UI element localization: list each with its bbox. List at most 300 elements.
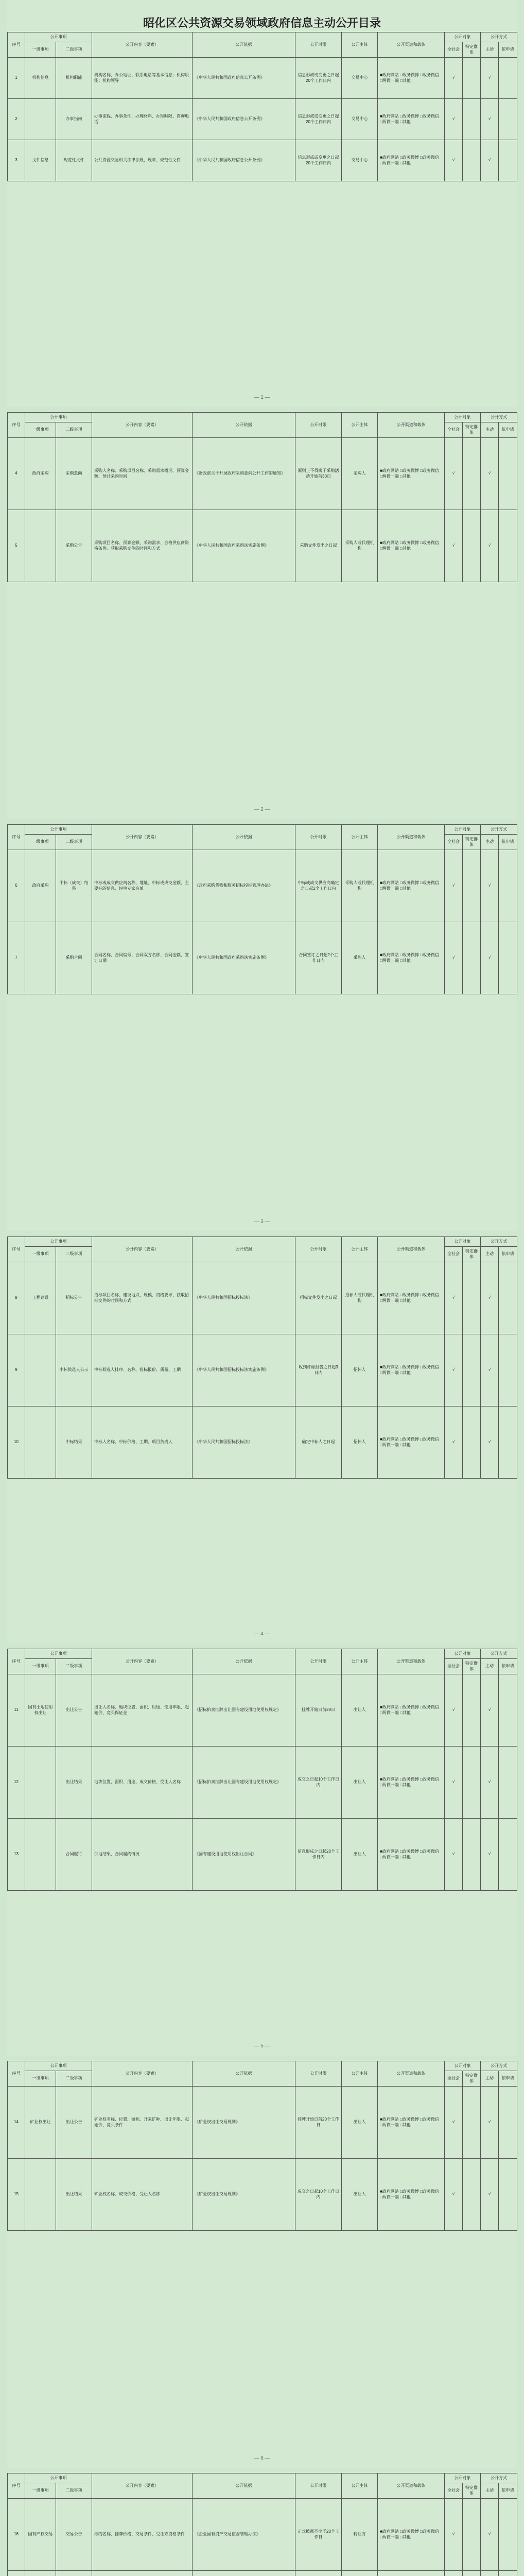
- row-active-mark: √: [481, 98, 499, 140]
- row-subject: 采购人或代理机构: [342, 510, 378, 582]
- row-active-mark: √: [481, 510, 499, 582]
- header-active: 主动: [481, 834, 499, 850]
- row-request: [499, 437, 517, 510]
- row-level1: 工程建设: [25, 1262, 56, 1334]
- catalog-table: [7, 1649, 517, 1891]
- header-level1: 一级事项: [25, 42, 56, 57]
- page-number: — 6 —: [254, 2455, 270, 2461]
- row-channel: ■政府网站 □政务微博 □政务微信 □两微一端 □其他: [378, 140, 445, 181]
- row-active-mark: √: [481, 922, 499, 994]
- header-channel: 公开渠道和载体: [378, 2473, 445, 2499]
- header-object: 公开对象: [445, 413, 481, 422]
- header-content: 公开内容（要素）: [92, 1649, 193, 1674]
- row-channel: ■政府网站 □政务微博 □政务微信 □两微一端 □其他: [378, 2086, 445, 2158]
- row-level2: 出让结果: [56, 2158, 92, 2230]
- row-request: [499, 1674, 517, 1746]
- row-specific: [463, 1674, 481, 1746]
- header-seq: 序号: [8, 825, 25, 850]
- page-2: [7, 412, 517, 819]
- row-active-mark: √: [481, 2498, 499, 2570]
- header-active: 主动: [481, 2071, 499, 2086]
- header-level1: 一级事项: [25, 1246, 56, 1262]
- row-specific: [463, 57, 481, 98]
- row-all-mark: √: [445, 850, 463, 922]
- header-level2: 二级事项: [56, 2071, 92, 2086]
- row-level2: 合同履行: [56, 1818, 92, 1890]
- header-item: 公开事项: [25, 2061, 92, 2071]
- row-seq: 8: [8, 1262, 25, 1334]
- row-level1: [25, 2570, 56, 2576]
- header-method: 公开方式: [481, 413, 517, 422]
- row-level2: 出让结果: [56, 1746, 92, 1818]
- header-row: [8, 1237, 517, 1247]
- row-level1: 矿业权出让: [25, 2086, 56, 2158]
- header-seq: 序号: [8, 2473, 25, 2499]
- row-content: 出让人名称、地块位置、面积、用途、使用年限、起始价、竞买保证金: [92, 1674, 193, 1746]
- row-request: [499, 57, 517, 98]
- row-level1: 机构信息: [25, 57, 56, 98]
- table-row: [8, 850, 517, 922]
- header-level1: 一级事项: [25, 834, 56, 850]
- row-request: [499, 510, 517, 582]
- row-basis: 《中华人民共和国招标投标法》: [193, 1406, 295, 1478]
- table-row: [8, 1262, 517, 1334]
- row-all-mark: √: [445, 1818, 463, 1890]
- row-level1: [25, 2158, 56, 2230]
- row-active-mark: √: [481, 437, 499, 510]
- row-time: 信息形成或变更之日起20个工作日内: [295, 57, 342, 98]
- header-request: 依申请: [499, 2483, 517, 2498]
- row-all-mark: [445, 2570, 463, 2576]
- header-request: 依申请: [499, 42, 517, 57]
- row-time: 采购文件发出之日起: [295, 510, 342, 582]
- header-basis: 公开依据: [193, 2473, 295, 2499]
- row-time: 成交之日起10个工作日内: [295, 2158, 342, 2230]
- row-seq: 2: [8, 98, 25, 140]
- row-active-mark: √: [481, 1746, 499, 1818]
- header-object: 公开对象: [445, 2061, 481, 2071]
- page-1: [7, 0, 517, 407]
- page-number: — 1 —: [254, 395, 270, 400]
- table-row: [8, 1334, 517, 1406]
- row-content: 采购项目名称、预算金额、采购需求、合格供应商资格条件、获取采购文件的时间和方式: [92, 510, 193, 582]
- row-content: 采购人名称、采购项目名称、采购需求概况、预算金额、预计采购时间: [92, 437, 193, 510]
- row-level2: 中标结果: [56, 1406, 92, 1478]
- row-basis: 《矿业权出让交易规则》: [193, 2086, 295, 2158]
- row-request: [499, 850, 517, 922]
- row-level1: [25, 1746, 56, 1818]
- row-request: [499, 140, 517, 181]
- catalog-table: [7, 824, 517, 994]
- row-basis: 《中华人民共和国政府信息公开条例》: [193, 98, 295, 140]
- row-seq: 6: [8, 850, 25, 922]
- row-basis: 《财政部关于开展政府采购意向公开工作的通知》: [193, 437, 295, 510]
- header-method: 公开方式: [481, 2473, 517, 2483]
- catalog-table: [7, 1236, 517, 1479]
- row-active-mark: √: [481, 1406, 499, 1478]
- page-6: [7, 2061, 517, 2468]
- header-content: 公开内容（要素）: [92, 825, 193, 850]
- row-subject: 采购人: [342, 437, 378, 510]
- header-level1: 一级事项: [25, 2071, 56, 2086]
- table-row: [8, 1674, 517, 1746]
- row-subject: 出让人: [342, 1746, 378, 1818]
- header-request: 依申请: [499, 1246, 517, 1262]
- header-seq: 序号: [8, 413, 25, 438]
- header-request: 依申请: [499, 2071, 517, 2086]
- row-level2: 出让公告: [56, 1674, 92, 1746]
- row-active-mark: √: [481, 850, 499, 922]
- row-basis: 《招标拍卖挂牌出让国有建设用地使用权规定》: [193, 1674, 295, 1746]
- table-row: [8, 2158, 517, 2230]
- header-basis: 公开依据: [193, 1649, 295, 1674]
- row-subject: 招标人: [342, 1406, 378, 1478]
- row-content: 招标项目名称、建设地点、规模、资格要求、获取招标文件的时间和方式: [92, 1262, 193, 1334]
- row-channel: ■政府网站 □政务微博 □政务微信 □两微一端 □其他: [378, 850, 445, 922]
- row-seq: 10: [8, 1406, 25, 1478]
- header-item: 公开事项: [25, 1649, 92, 1659]
- header-row: [8, 825, 517, 835]
- row-specific: [463, 2086, 481, 2158]
- header-level2: 二级事项: [56, 42, 92, 57]
- row-time: 正式披露不少于20个工作日: [295, 2498, 342, 2570]
- header-method: 公开方式: [481, 2061, 517, 2071]
- row-basis: 《中华人民共和国政府采购法实施条例》: [193, 922, 295, 994]
- row-all-mark: √: [445, 1674, 463, 1746]
- row-active-mark: [481, 2570, 499, 2576]
- row-basis: 《中华人民共和国政府信息公开条例》: [193, 57, 295, 98]
- row-seq: 13: [8, 1818, 25, 1890]
- page-number: — 5 —: [254, 2043, 270, 2049]
- row-channel: ■政府网站 □政务微博 □政务微信 □两微一端 □其他: [378, 437, 445, 510]
- row-subject: [342, 2570, 378, 2576]
- row-subject: 出让人: [342, 1818, 378, 1890]
- header-seq: 序号: [8, 1237, 25, 1262]
- row-channel: ■政府网站 □政务微博 □政务微信 □两微一端 □其他: [378, 510, 445, 582]
- row-basis: 《国有建设用地使用权出让合同》: [193, 1818, 295, 1890]
- row-all-mark: √: [445, 1406, 463, 1478]
- table-row: [8, 140, 517, 181]
- header-row: [8, 413, 517, 422]
- row-time: 信息形成或变更之日起20个工作日内: [295, 140, 342, 181]
- row-subject: 交易中心: [342, 140, 378, 181]
- header-all: 全社会: [445, 1246, 463, 1262]
- row-seq: 15: [8, 2158, 25, 2230]
- row-basis: 《矿业权出让交易规则》: [193, 2158, 295, 2230]
- header-row: [8, 1649, 517, 1659]
- row-time: [295, 2570, 342, 2576]
- row-content: 合同名称、合同编号、合同双方名称、合同金额、签订日期: [92, 922, 193, 994]
- row-time: 中标或成交供应商确定之日起2个工作日内: [295, 850, 342, 922]
- row-subject: 转让方: [342, 2498, 378, 2570]
- row-all-mark: √: [445, 98, 463, 140]
- row-basis: [193, 2570, 295, 2576]
- row-time: 挂牌开始日前20个工作日: [295, 2086, 342, 2158]
- row-content: 办事流程、办事条件、办理材料、办理时限、咨询电话: [92, 98, 193, 140]
- row-specific: [463, 850, 481, 922]
- header-subject: 公开主体: [342, 413, 378, 438]
- page-3: [7, 824, 517, 1231]
- row-basis: 《政府采购货物和服务招标投标管理办法》: [193, 850, 295, 922]
- row-time: 招标文件发出之日起: [295, 1262, 342, 1334]
- row-basis: 《中华人民共和国招标投标法实施条例》: [193, 1334, 295, 1406]
- header-specific: 特定群体: [463, 1658, 481, 1674]
- row-subject: 采购人: [342, 922, 378, 994]
- header-time: 公开时限: [295, 2061, 342, 2087]
- row-level2: 规范性文件: [56, 140, 92, 181]
- table-row: [8, 1818, 517, 1890]
- header-content: 公开内容（要素）: [92, 1237, 193, 1262]
- row-content: 地块位置、面积、用途、成交价格、受让人名称: [92, 1746, 193, 1818]
- row-level2: 采购意向: [56, 437, 92, 510]
- header-basis: 公开依据: [193, 1237, 295, 1262]
- row-specific: [463, 922, 481, 994]
- header-time: 公开时限: [295, 2473, 342, 2499]
- header-method: 公开方式: [481, 32, 517, 42]
- row-channel: ■政府网站 □政务微博 □政务微信 □两微一端 □其他: [378, 2158, 445, 2230]
- row-seq: 4: [8, 437, 25, 510]
- row-all-mark: √: [445, 140, 463, 181]
- page-number: — 3 —: [254, 1219, 270, 1225]
- header-seq: 序号: [8, 2061, 25, 2087]
- header-item: 公开事项: [25, 2473, 92, 2483]
- header-subject: 公开主体: [342, 825, 378, 850]
- row-request: [499, 2158, 517, 2230]
- row-all-mark: √: [445, 2498, 463, 2570]
- row-request: [499, 922, 517, 994]
- row-request: [499, 1746, 517, 1818]
- row-basis: 《中华人民共和国政府采购法实施条例》: [193, 510, 295, 582]
- table-row: [8, 2498, 517, 2570]
- header-specific: 特定群体: [463, 2071, 481, 2086]
- header-basis: 公开依据: [193, 825, 295, 850]
- row-seq: 5: [8, 510, 25, 582]
- row-channel: ■政府网站 □政务微博 □政务微信 □两微一端 □其他: [378, 1406, 445, 1478]
- row-active-mark: √: [481, 1262, 499, 1334]
- row-content: 中标候选人排序、名称、投标报价、质量、工期: [92, 1334, 193, 1406]
- row-specific: [463, 1746, 481, 1818]
- row-content: 中标人名称、中标价格、工期、项目负责人: [92, 1406, 193, 1478]
- row-basis: 《中华人民共和国政府信息公开条例》: [193, 140, 295, 181]
- header-channel: 公开渠道和载体: [378, 1649, 445, 1674]
- header-request: 依申请: [499, 422, 517, 437]
- header-object: 公开对象: [445, 1649, 481, 1659]
- header-time: 公开时限: [295, 825, 342, 850]
- row-level2: 交易公告: [56, 2498, 92, 2570]
- header-basis: 公开依据: [193, 413, 295, 438]
- header-level2: 二级事项: [56, 834, 92, 850]
- row-all-mark: √: [445, 510, 463, 582]
- header-all: 全社会: [445, 422, 463, 437]
- row-channel: [378, 2570, 445, 2576]
- header-level2: 二级事项: [56, 422, 92, 437]
- catalog-table: [7, 2473, 517, 2576]
- row-subject: 出让人: [342, 2158, 378, 2230]
- row-all-mark: √: [445, 1334, 463, 1406]
- header-item: 公开事项: [25, 32, 92, 42]
- row-basis: 《中华人民共和国招标投标法》: [193, 1262, 295, 1334]
- row-seq: 3: [8, 140, 25, 181]
- row-specific: [463, 2158, 481, 2230]
- page-4: [7, 1236, 517, 1643]
- header-level1: 一级事项: [25, 422, 56, 437]
- table-row: [8, 922, 517, 994]
- header-subject: 公开主体: [342, 2061, 378, 2087]
- header-row: [8, 2061, 517, 2071]
- row-time: 信息形成之日起20个工作日内: [295, 1818, 342, 1890]
- row-active-mark: √: [481, 57, 499, 98]
- row-level2: 招标公告: [56, 1262, 92, 1334]
- catalog-table: [7, 412, 517, 582]
- header-seq: 序号: [8, 32, 25, 58]
- row-all-mark: √: [445, 57, 463, 98]
- table-row: [8, 1406, 517, 1478]
- header-specific: 特定群体: [463, 1246, 481, 1262]
- header-object: 公开对象: [445, 2473, 481, 2483]
- header-content: 公开内容（要素）: [92, 2061, 193, 2087]
- row-active-mark: √: [481, 140, 499, 181]
- header-level2: 二级事项: [56, 1658, 92, 1674]
- row-time: 收到评标报告之日起3日内: [295, 1334, 342, 1406]
- row-request: [499, 1262, 517, 1334]
- row-content: 公共资源交易相关法律法规、规章、规范性文件: [92, 140, 193, 181]
- header-subject: 公开主体: [342, 2473, 378, 2499]
- row-subject: 出让人: [342, 2086, 378, 2158]
- table-row: [8, 98, 517, 140]
- page-7: [7, 2473, 517, 2576]
- header-content: 公开内容（要素）: [92, 413, 193, 438]
- row-content: 标的名称、挂牌价格、交易条件、受让方资格条件: [92, 2498, 193, 2570]
- row-content: 供地结果、合同履约情况: [92, 1818, 193, 1890]
- row-level2: 出让公告: [56, 2086, 92, 2158]
- header-time: 公开时限: [295, 413, 342, 438]
- header-time: 公开时限: [295, 32, 342, 58]
- row-request: [499, 1818, 517, 1890]
- row-specific: [463, 1818, 481, 1890]
- header-all: 全社会: [445, 1658, 463, 1674]
- header-all: 全社会: [445, 834, 463, 850]
- row-seq: 9: [8, 1334, 25, 1406]
- header-active: 主动: [481, 2483, 499, 2498]
- header-method: 公开方式: [481, 1237, 517, 1247]
- row-level2: 采购合同: [56, 922, 92, 994]
- header-channel: 公开渠道和载体: [378, 825, 445, 850]
- header-channel: 公开渠道和载体: [378, 2061, 445, 2087]
- header-active: 主动: [481, 42, 499, 57]
- row-subject: 招标人或代理机构: [342, 1262, 378, 1334]
- row-specific: [463, 2498, 481, 2570]
- row-time: 原则上不得晚于采购活动开始前30日: [295, 437, 342, 510]
- row-request: [499, 2498, 517, 2570]
- header-subject: 公开主体: [342, 1649, 378, 1674]
- row-time: 确定中标人之日起: [295, 1406, 342, 1478]
- row-active-mark: √: [481, 1334, 499, 1406]
- row-level2: 机构职能: [56, 57, 92, 98]
- header-basis: 公开依据: [193, 2061, 295, 2087]
- row-level1: 文件信息: [25, 140, 56, 181]
- row-channel: ■政府网站 □政务微博 □政务微信 □两微一端 □其他: [378, 1674, 445, 1746]
- row-all-mark: √: [445, 2158, 463, 2230]
- header-specific: 特定群体: [463, 834, 481, 850]
- row-basis: 《企业国有资产交易监督管理办法》: [193, 2498, 295, 2570]
- header-level1: 一级事项: [25, 1658, 56, 1674]
- header-object: 公开对象: [445, 1237, 481, 1247]
- row-seq: 7: [8, 922, 25, 994]
- row-level1: [25, 1818, 56, 1890]
- header-item: 公开事项: [25, 413, 92, 422]
- row-level1: [25, 1334, 56, 1406]
- row-specific: [463, 1334, 481, 1406]
- row-basis: 《招标拍卖挂牌出让国有建设用地使用权规定》: [193, 1746, 295, 1818]
- row-subject: 交易中心: [342, 57, 378, 98]
- row-active-mark: √: [481, 1674, 499, 1746]
- row-level2: 办事指南: [56, 98, 92, 140]
- row-time: 信息形成或变更之日起20个工作日内: [295, 98, 342, 140]
- row-content: [92, 2570, 193, 2576]
- row-channel: ■政府网站 □政务微博 □政务微信 □两微一端 □其他: [378, 98, 445, 140]
- header-item: 公开事项: [25, 825, 92, 835]
- row-subject: 招标人: [342, 1334, 378, 1406]
- row-content: 矿业权名称、位置、面积、开采矿种、出让年限、起始价、竞买条件: [92, 2086, 193, 2158]
- header-content: 公开内容（要素）: [92, 2473, 193, 2499]
- row-level1: 政府采购: [25, 850, 56, 922]
- row-active-mark: √: [481, 1818, 499, 1890]
- row-subject: 采购人或代理机构: [342, 850, 378, 922]
- header-row: [8, 2473, 517, 2483]
- row-all-mark: √: [445, 1746, 463, 1818]
- row-channel: ■政府网站 □政务微博 □政务微信 □两微一端 □其他: [378, 57, 445, 98]
- header-object: 公开对象: [445, 825, 481, 835]
- catalog-table: [7, 2061, 517, 2231]
- row-subject: 出让人: [342, 1674, 378, 1746]
- row-subject: 交易中心: [342, 98, 378, 140]
- table-row: [8, 57, 517, 98]
- header-method: 公开方式: [481, 825, 517, 835]
- row-level1: [25, 922, 56, 994]
- header-channel: 公开渠道和载体: [378, 413, 445, 438]
- row-channel: ■政府网站 □政务微博 □政务微信 □两微一端 □其他: [378, 1818, 445, 1890]
- row-level1: [25, 510, 56, 582]
- row-specific: [463, 140, 481, 181]
- row-level2: 中标候选人公示: [56, 1334, 92, 1406]
- row-content: 矿业权名称、成交价格、受让人名称: [92, 2158, 193, 2230]
- header-item: 公开事项: [25, 1237, 92, 1247]
- row-request: [499, 98, 517, 140]
- row-all-mark: √: [445, 922, 463, 994]
- row-content: 中标或成交供应商名称、地址、中标或成交金额、主要标的信息、评审专家名单: [92, 850, 193, 922]
- row-request: [499, 2086, 517, 2158]
- row-channel: ■政府网站 □政务微博 □政务微信 □两微一端 □其他: [378, 2498, 445, 2570]
- header-level1: 一级事项: [25, 2483, 56, 2498]
- row-all-mark: √: [445, 1262, 463, 1334]
- row-time: 挂牌开始日前20日: [295, 1674, 342, 1746]
- row-level2: [56, 2570, 92, 2576]
- row-level1: 政府采购: [25, 437, 56, 510]
- table-row: [8, 2570, 517, 2576]
- header-all: 全社会: [445, 2483, 463, 2498]
- row-request: [499, 2570, 517, 2576]
- row-channel: ■政府网站 □政务微博 □政务微信 □两微一端 □其他: [378, 1746, 445, 1818]
- header-request: 依申请: [499, 1658, 517, 1674]
- row-level1: 国有产权交易: [25, 2498, 56, 2570]
- row-seq: 14: [8, 2086, 25, 2158]
- row-time: 成交之日起10个工作日内: [295, 1746, 342, 1818]
- page-5: [7, 1649, 517, 2056]
- row-request: [499, 1334, 517, 1406]
- header-active: 主动: [481, 1658, 499, 1674]
- header-basis: 公开依据: [193, 32, 295, 58]
- row-specific: [463, 510, 481, 582]
